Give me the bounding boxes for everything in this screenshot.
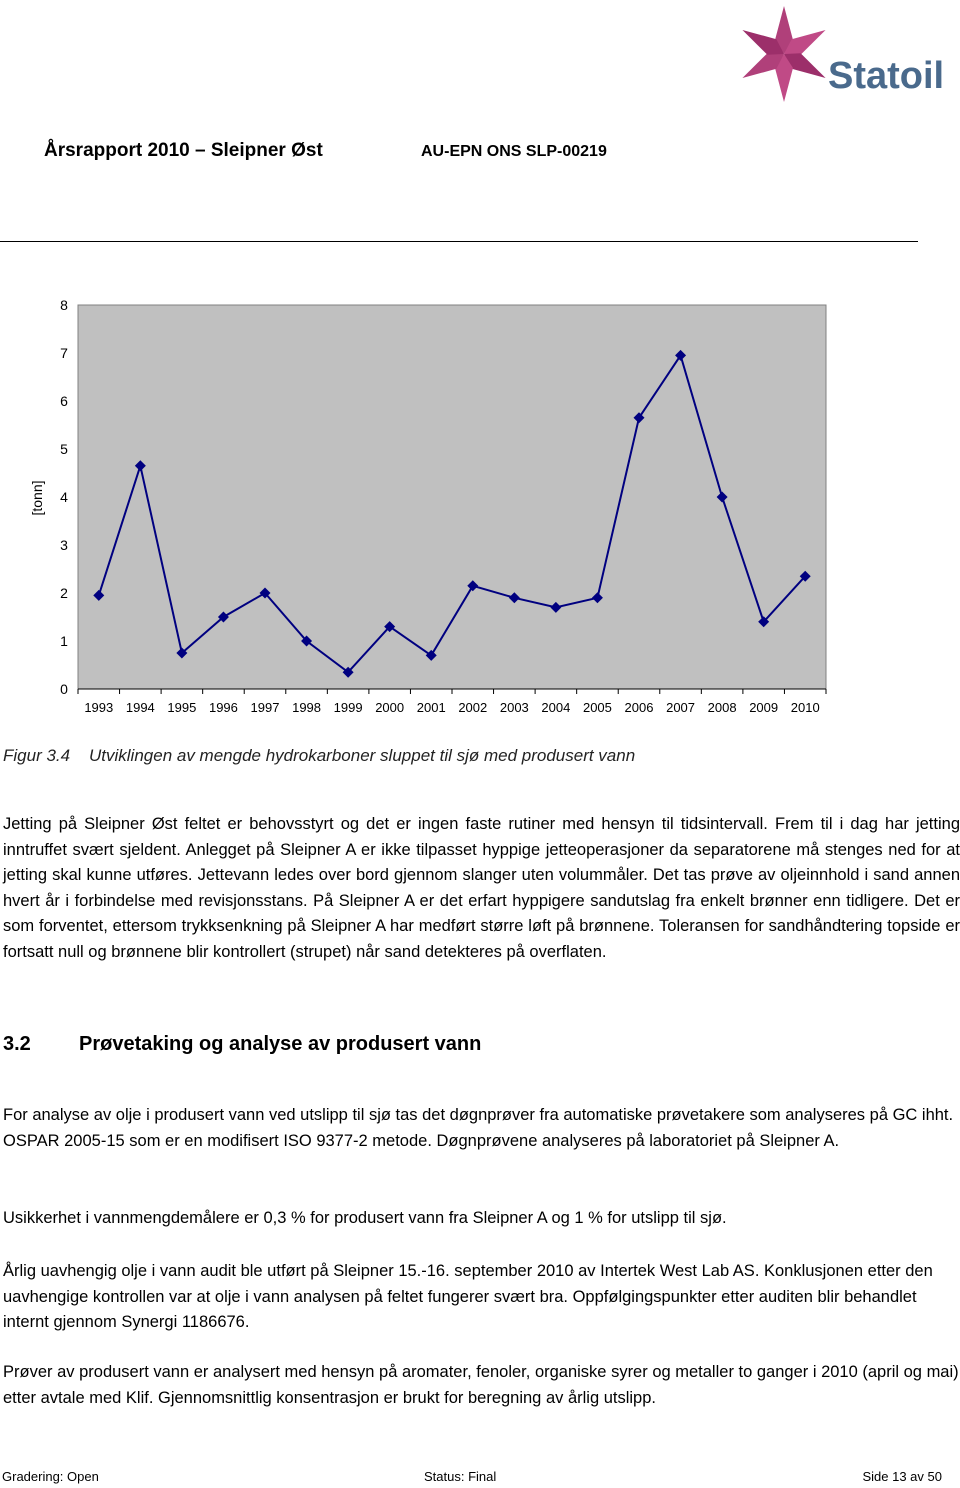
x-tick-label: 2010 <box>790 700 820 715</box>
x-tick-label: 1994 <box>125 700 155 715</box>
y-tick-label: 1 <box>60 633 68 649</box>
section-title: Prøvetaking og analyse av produsert vann <box>79 1033 482 1055</box>
x-tick-label: 2001 <box>416 700 446 715</box>
x-tick-label: 1999 <box>333 700 363 715</box>
y-tick-label: 8 <box>60 297 68 313</box>
footer-page-number: Side 13 av 50 <box>862 1469 942 1484</box>
plot-area <box>78 305 826 689</box>
footer-grading: Gradering: Open <box>2 1469 99 1484</box>
paragraph-samples: Prøver av produsert vann er analysert med hensyn på aromater, fenoler, organiske syrer og metaller to ganger i 2010 (april og mai) etter avtale med Klif. Gjennomsnittlig konsentrasjon er brukt for beregning av årlig utslipp. <box>3 1363 959 1407</box>
star-icon <box>738 6 830 102</box>
footer-status: Status: Final <box>424 1469 497 1484</box>
header-doc-id: AU-EPN ONS SLP-00219 <box>421 143 607 160</box>
figure-caption-label: Figur 3.4 <box>3 746 71 765</box>
y-tick-label: 4 <box>60 489 68 505</box>
statoil-logo <box>734 4 956 112</box>
x-tick-label: 2004 <box>541 700 571 715</box>
paragraph-jetting: Jetting på Sleipner Øst feltet er behovsstyrt og det er ingen faste rutiner med hensyn til tidsintervall. Frem til i dag har jetting inntruffet svært sjeldent. Anlegget på Sleipner A er ikke tilpasset hyppige jetteoperasjoner da separatorene må stenges ned for at jetting skal kunne utføres. Jettevann ledes over bord gjennom slanger uten volummåler. Det tas prøve av oljeinnhold i sand annen hvert år i forbindelse med revisjonsstans. På Sleipner A er det erfart hyppigere sandutslag fra enkelt brønner enn tidligere. Det er som forventet, ettersom trykksenkning på Sleipner A har medført større løft på brønnene. Toleransen for sandhåndtering topside er fortsatt null og brønnene blir kontrollert (strupet) når sand detekteres på overflaten. <box>3 815 960 961</box>
y-tick-label: 7 <box>60 345 68 361</box>
x-tick-label: 2009 <box>749 700 779 715</box>
figure-caption <box>3 746 635 766</box>
x-tick-label: 2003 <box>499 700 529 715</box>
y-tick-label: 2 <box>60 585 68 601</box>
y-tick-label: 6 <box>60 393 68 409</box>
y-axis-label: [tonn] <box>29 480 45 516</box>
paragraph-uncertainty: Usikkerhet i vannmengdemålere er 0,3 % for produsert vann fra Sleipner A og 1 % for utslipp til sjø. <box>3 1209 727 1227</box>
x-tick-label: 2005 <box>582 700 612 715</box>
x-tick-label: 1993 <box>84 700 114 715</box>
paragraph-audit: Årlig uavhengig olje i vann audit ble utført på Sleipner 15.-16. september 2010 av Intertek West Lab AS. Konklusjonen etter den uavhengige kontrollen var at olje i vann analysen på feltet fungerer svært bra. Oppfølgingspunkter etter auditen blir behandlet internt gjennom Synergi 1186676. <box>3 1262 933 1332</box>
x-tick-label: 1996 <box>208 700 238 715</box>
paragraph-analysis: For analyse av olje i produsert vann ved utslipp til sjø tas det døgnprøver fra automatiske prøvetakere som analyseres på GC ihht. OSPAR 2005-15 som er en modifisert ISO 9377-2 metode. Døgnprøvene analyseres på laboratoriet på Sleipner A. <box>3 1106 954 1150</box>
x-tick-label: 2008 <box>707 700 737 715</box>
section-heading <box>3 1033 481 1056</box>
x-tick-label: 1997 <box>250 700 280 715</box>
x-tick-label: 2006 <box>624 700 654 715</box>
x-tick-label: 2007 <box>666 700 696 715</box>
y-tick-label: 0 <box>60 681 68 697</box>
x-tick-label: 2000 <box>375 700 405 715</box>
y-tick-label: 3 <box>60 537 68 553</box>
header-title: Årsrapport 2010 – Sleipner Øst <box>44 140 323 161</box>
header-divider <box>0 241 918 242</box>
logo-text: Statoil <box>828 55 945 97</box>
x-tick-label: 1995 <box>167 700 197 715</box>
y-tick-label: 5 <box>60 441 68 457</box>
x-tick-label: 1998 <box>292 700 322 715</box>
x-tick-label: 2002 <box>458 700 488 715</box>
section-number: 3.2 <box>3 1033 31 1055</box>
line-chart <box>0 288 960 728</box>
figure-caption-text: Utviklingen av mengde hydrokarboner sluppet til sjø med produsert vann <box>89 746 636 765</box>
